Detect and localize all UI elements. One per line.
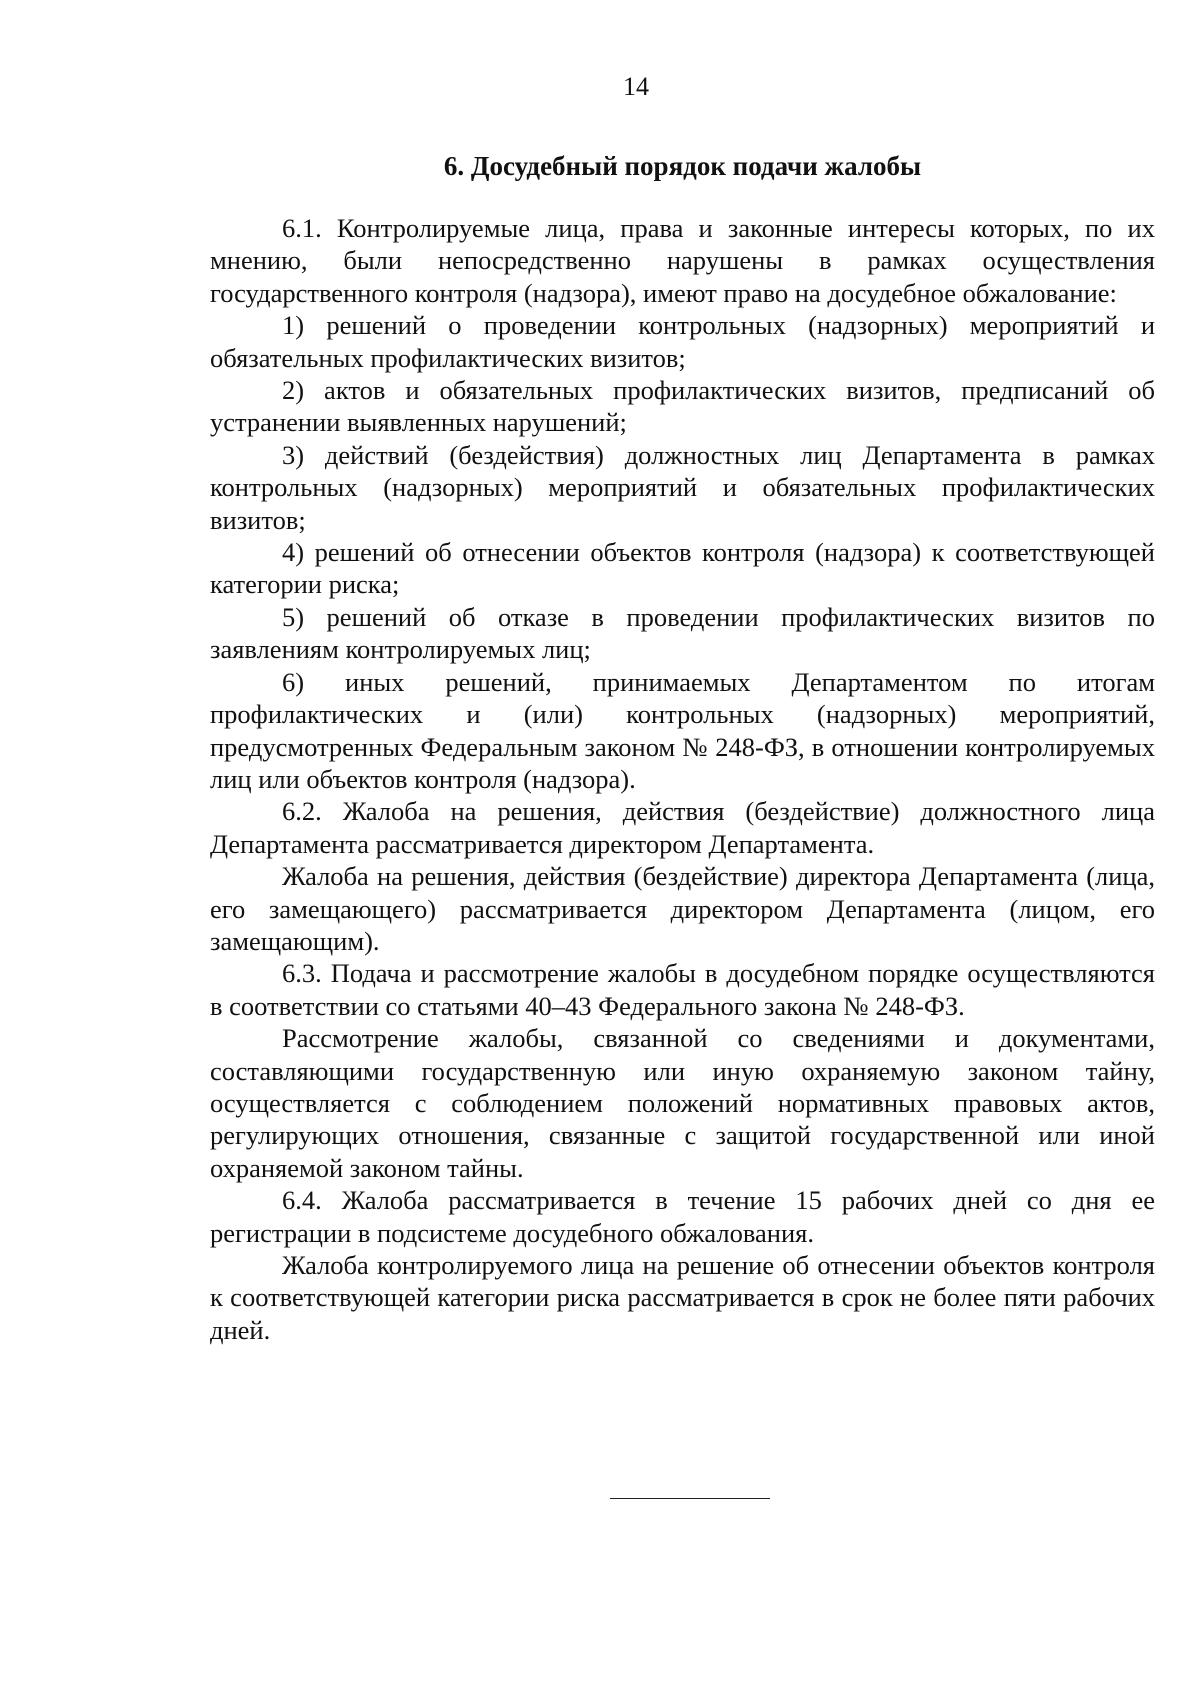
paragraph-6-3: 6.3. Подача и рассмотрение жалобы в досудебном порядке осуществляются в соответствии со статьями 40–43 Федерального закона № 248-ФЗ. [210,958,1155,1021]
paragraph-6-4: 6.4. Жалоба рассматривается в течение 15 рабочих дней со дня ее регистрации в подсистеме досудебного обжалования. [210,1185,1155,1248]
paragraph-6-1: 6.1. Контролируемые лица, права и законные интересы которых, по их мнению, были непосредственно нарушены в рамках осуществления государственного контроля (надзора), имеют право на досудебное обжалование: [210,213,1155,308]
list-item-4: 4) решений об отнесении объектов контроля (надзора) к соответствующей категории риска; [210,537,1155,600]
paragraph-6-2: 6.2. Жалоба на решения, действия (бездействие) должностного лица Департамента рассматривается директором Департамента. [210,796,1155,859]
list-item-6: 6) иных решений, принимаемых Департаментом по итогам профилактических и (или) контрольных (надзорных) мероприятий, предусмотренных Федеральным законом № 248-ФЗ, в отношении контролируемых лиц или объектов контроля (надзора). [210,666,1155,794]
paragraph-6-2-continued: Жалоба на решения, действия (бездействие) директора Департамента (лица, его замещающего) рассматривается директором Департамента (лицом, его замещающим). [210,861,1155,956]
list-item-5: 5) решений об отказе в проведении профилактических визитов по заявлениям контролируемых лиц; [210,601,1155,665]
list-item-2: 2) актов и обязательных профилактических визитов, предписаний об устранении выявленных нарушений; [210,375,1155,438]
end-divider [610,1498,770,1499]
section-body [210,212,1155,1346]
paragraph-6-3-continued: Рассмотрение жалобы, связанной со сведениями и документами, составляющими государственную или иную охраняемую законом тайну, осуществляется с соблюдением положений нормативных правовых актов, регулирующих отношения, связанные с защитой государственной или иной охраняемой законом тайны. [210,1023,1155,1183]
paragraph-6-4-continued: Жалоба контролируемого лица на решение об отнесении объектов контроля к соответствующей категории риска рассматривается в срок не более пяти рабочих дней. [210,1250,1155,1345]
list-item-1: 1) решений о проведении контрольных (надзорных) мероприятий и обязательных профилактических визитов; [210,310,1155,373]
list-item-3: 3) действий (бездействия) должностных лиц Департамента в рамках контрольных (надзорных) мероприятий и обязательных профилактических визитов; [210,439,1155,535]
page-number: 14 [623,72,649,101]
section-title: 6. Досудебный порядок подачи жалобы [443,151,922,181]
